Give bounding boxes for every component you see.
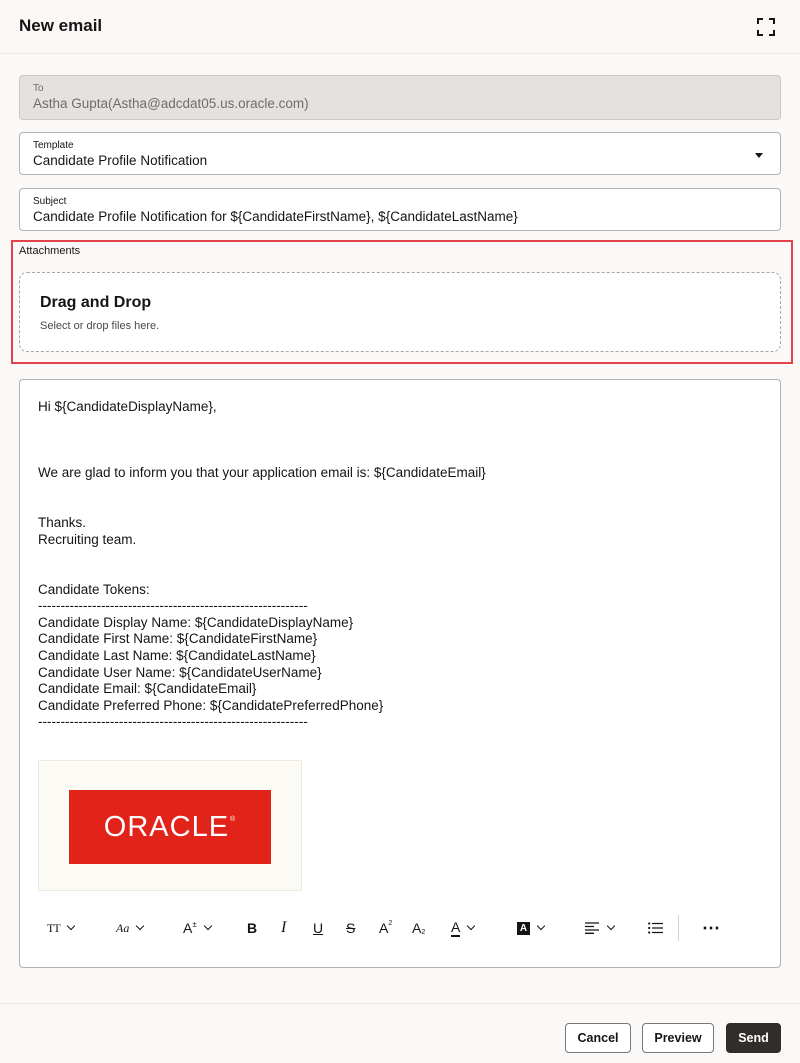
cancel-button[interactable]: Cancel	[565, 1023, 631, 1053]
body-line: Candidate Email: ${CandidateEmail}	[38, 681, 257, 697]
italic-icon: I	[281, 919, 287, 936]
logo-text: ORACLE	[103, 810, 230, 843]
body-line: Thanks.	[38, 515, 87, 531]
chevron-down-icon	[136, 922, 144, 930]
underline-button[interactable]	[313, 917, 323, 939]
logo-mark: ®	[230, 815, 237, 823]
body-line: Candidate First Name: ${CandidateFirstName}	[38, 631, 318, 647]
align-left-icon	[585, 922, 600, 934]
superscript-marker-icon: 2	[388, 920, 393, 927]
italic-button[interactable]	[281, 917, 286, 939]
body-line	[38, 432, 758, 449]
subject-value[interactable]: Candidate Profile Notification for ${CandidateFirstName}, ${CandidateLastName}	[33, 209, 518, 224]
dropzone-title: Drag and Drop	[40, 294, 152, 311]
subscript-icon: A	[412, 920, 422, 936]
body-line: Candidate Display Name: ${CandidateDisplayName}	[38, 614, 354, 630]
body-line	[38, 482, 758, 499]
chevron-down-icon	[607, 922, 615, 930]
logo-image-frame	[38, 760, 302, 891]
highlight-color-button[interactable]	[517, 917, 544, 939]
text-style-button[interactable]	[47, 917, 74, 939]
dialog-header	[0, 0, 800, 54]
chevron-down-icon	[66, 922, 74, 930]
chevron-down-icon	[467, 922, 475, 930]
strikethrough-button[interactable]	[346, 917, 355, 939]
more-options-icon: ⋯	[702, 917, 720, 938]
superscript-icon: A	[379, 920, 389, 936]
body-line: Recruiting team.	[38, 531, 137, 547]
more-options-button[interactable]	[702, 917, 720, 939]
body-line: Candidate Preferred Phone: ${CandidatePreferredPhone}	[38, 697, 384, 713]
chevron-down-icon	[537, 922, 545, 930]
editor-toolbar	[20, 912, 780, 944]
highlight-color-icon: A	[517, 922, 530, 935]
to-field	[19, 75, 781, 120]
bulleted-list-button[interactable]	[648, 917, 663, 939]
body-line: Candidate Tokens:	[38, 581, 150, 597]
body-line: ------------------------------------------------------------	[38, 714, 308, 730]
body-line	[38, 565, 758, 582]
body-line	[38, 499, 758, 516]
font-color-icon: A	[451, 918, 461, 935]
attachment-dropzone[interactable]	[19, 272, 781, 352]
font-color-button[interactable]	[451, 917, 474, 939]
caret-down-icon[interactable]	[755, 153, 763, 158]
dialog-title: New email	[19, 16, 103, 35]
body-line: ------------------------------------------------------------	[38, 598, 308, 614]
font-size-marker-icon: ±	[192, 919, 197, 929]
dialog-footer	[0, 1003, 800, 1063]
body-line	[38, 548, 758, 565]
body-line	[38, 416, 758, 433]
bulleted-list-icon	[648, 922, 663, 934]
superscript-button[interactable]	[379, 917, 392, 939]
template-label: Template	[33, 140, 74, 151]
bold-icon: B	[247, 920, 258, 936]
to-label: To	[33, 83, 44, 94]
subscript-button[interactable]	[412, 917, 425, 939]
subject-label: Subject	[33, 196, 67, 207]
dropzone-subtitle: Select or drop files here.	[40, 320, 160, 332]
attachments-label: Attachments	[19, 245, 81, 257]
template-select[interactable]	[19, 132, 781, 175]
preview-button[interactable]: Preview	[642, 1023, 714, 1053]
oracle-logo	[69, 790, 271, 864]
email-body-editor[interactable]	[19, 379, 781, 968]
body-line: Candidate Last Name: ${CandidateLastName}	[38, 647, 316, 663]
subscript-marker-icon: 2	[421, 929, 426, 936]
text-style-icon: TT	[47, 920, 60, 935]
expand-icon[interactable]	[757, 18, 775, 36]
font-size-icon: A	[183, 920, 193, 936]
body-line: Candidate User Name: ${CandidateUserName}	[38, 664, 322, 680]
toolbar-divider	[678, 915, 679, 941]
email-body-text[interactable]	[38, 399, 758, 731]
font-family-icon: Aa	[116, 920, 130, 935]
template-value: Candidate Profile Notification	[33, 153, 208, 168]
body-line: We are glad to inform you that your application email is: ${CandidateEmail}	[38, 465, 486, 481]
body-line: Hi ${CandidateDisplayName},	[38, 399, 217, 414]
subject-input[interactable]	[19, 188, 781, 231]
bold-button[interactable]	[247, 917, 257, 939]
font-family-button[interactable]	[116, 917, 143, 939]
chevron-down-icon	[203, 922, 211, 930]
strikethrough-icon: S	[346, 920, 356, 936]
underline-icon: U	[313, 920, 324, 936]
send-button[interactable]: Send	[726, 1023, 781, 1053]
to-value: Astha Gupta(Astha@adcdat05.us.oracle.com)	[33, 96, 309, 111]
font-size-button[interactable]	[183, 917, 211, 939]
align-button[interactable]	[585, 917, 614, 939]
body-line	[38, 449, 758, 466]
